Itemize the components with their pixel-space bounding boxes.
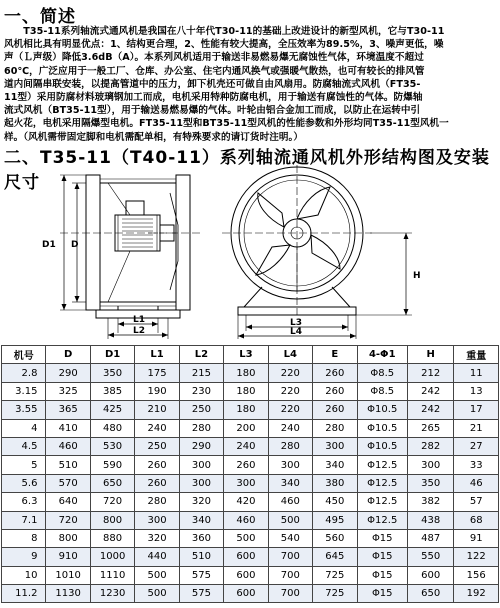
table-cell: 420 [224,493,268,511]
table-cell: 600 [408,566,454,584]
table-cell: Φ15 [357,548,408,566]
table-cell: 560 [313,529,357,547]
table-cell: 410 [46,419,90,437]
table-cell: 550 [408,548,454,566]
table-cell: 700 [268,548,312,566]
intro-line: 流式风机（BT35-11型），用于输送易燃易爆的气体。叶轮由铝合金加工而成，以防止在运转中引 [4,105,421,117]
table-cell: 500 [268,511,312,529]
table-cell: 7.1 [2,511,46,529]
label-d: D [71,240,79,250]
label-h: H [413,271,421,281]
label-l2: L2 [133,326,145,336]
table-cell: 4 [2,419,46,437]
table-cell: 215 [179,364,223,382]
intro-paragraph [4,25,496,144]
table-cell: 700 [268,566,312,584]
table-cell: 487 [408,529,454,547]
table-cell: 600 [224,566,268,584]
table-cell: 575 [179,585,223,603]
table-cell: 640 [46,493,90,511]
table-cell: 290 [179,437,223,455]
table-cell: 11.2 [2,585,46,603]
label-l1: L1 [133,315,145,325]
table-cell: 382 [408,493,454,511]
table-cell: 1130 [46,585,90,603]
col-header-l1: L1 [135,346,179,364]
table-cell: 250 [179,401,223,419]
table-cell: 190 [135,382,179,400]
table-cell: 800 [46,529,90,547]
table-cell: 325 [46,382,90,400]
inlet-flange [86,175,100,310]
intro-line: 风机相比具有明显优点：1、结构更合理，2、性能有较大提高，全压效率为89.5%，3、噪声更低，噪 [4,39,444,51]
table-row [2,474,499,492]
table-cell: 570 [46,474,90,492]
table-row [2,493,499,511]
table-cell: 230 [179,382,223,400]
table-cell: Φ15 [357,585,408,603]
table-cell: 380 [313,474,357,492]
table-cell: Φ15 [357,566,408,584]
table-cell: 590 [90,456,134,474]
table-cell: 156 [454,566,499,584]
table-cell: 650 [408,585,454,603]
table-cell: 280 [179,419,223,437]
table-cell: 280 [135,493,179,511]
table-cell: Φ10.5 [357,419,408,437]
table-cell: 5.6 [2,474,46,492]
table-cell: 340 [179,511,223,529]
table-row [2,419,499,437]
intro-line: 60℃，广泛应用于一般工厂、仓库、办公室、住宅内通风换气或强暖气散热，也可有较长的排风管 [4,65,425,77]
table-cell: 260 [313,364,357,382]
table-cell: 280 [268,437,312,455]
table-cell: 260 [224,456,268,474]
table-cell: 91 [454,529,499,547]
table-cell: 300 [179,474,223,492]
table-row [2,456,499,474]
table-cell: 530 [90,437,134,455]
table-cell: 27 [454,437,499,455]
table-cell: 210 [135,401,179,419]
table-cell: 720 [46,511,90,529]
table-cell: 440 [135,548,179,566]
col-header-e: E [313,346,357,364]
table-cell: 192 [454,585,499,603]
table-cell: 540 [268,529,312,547]
table-cell: 265 [408,419,454,437]
table-cell: 460 [224,511,268,529]
table-cell: 300 [268,456,312,474]
table-cell: 220 [268,364,312,382]
table-cell: 300 [179,456,223,474]
table-cell: 500 [135,585,179,603]
table-cell: 180 [224,401,268,419]
table-cell: 3.15 [2,382,46,400]
table-header-row [2,346,499,364]
table-cell: 2.8 [2,364,46,382]
table-cell: Φ10.5 [357,401,408,419]
label-l3: L3 [290,318,302,328]
blade [256,245,290,275]
table-cell: Φ12.5 [357,493,408,511]
table-cell: 425 [90,401,134,419]
table-cell: 450 [313,493,357,511]
table-cell: Φ8.5 [357,364,408,382]
table-cell: Φ10.5 [357,437,408,455]
col-header-model: 机号 [2,346,46,364]
table-row [2,529,499,547]
table-cell: 880 [90,529,134,547]
table-row [2,437,499,455]
table-cell: 700 [268,585,312,603]
table-cell: 260 [313,401,357,419]
table-row [2,382,499,400]
table-cell: 260 [135,456,179,474]
table-cell: 242 [408,401,454,419]
table-cell: 460 [268,493,312,511]
table-cell: 300 [408,456,454,474]
section-title-overview: 一、简述 [4,7,76,27]
blade [311,235,340,269]
table-cell: 33 [454,456,499,474]
table-cell: 600 [224,585,268,603]
table-cell: 240 [268,419,312,437]
table-cell: 365 [46,401,90,419]
table-cell: 180 [224,382,268,400]
table-cell: Φ8.5 [357,382,408,400]
table-cell: 1010 [46,566,90,584]
table-cell: 650 [90,474,134,492]
table-cell: 350 [90,364,134,382]
col-header-weight: 重量 [454,346,499,364]
table-cell: 9 [2,548,46,566]
table-cell: 300 [135,511,179,529]
table-cell: 350 [408,474,454,492]
fan-outline-drawing [0,165,500,340]
table-cell: 250 [135,437,179,455]
table-cell: 17 [454,401,499,419]
intro-line: T35-11系列轴流式通风机是我国在八十年代T30-11的基础上改进设计的新型风机，它与T30-11 [4,26,445,37]
table-cell: 282 [408,437,454,455]
table-cell: 645 [313,548,357,566]
table-cell: 725 [313,566,357,584]
intro-line: 声（Ｌ声级）降低3.6dB（A）。本系列风机适用于输送非易燃易爆无腐蚀性气体，环境温度不超过 [4,52,424,64]
table-cell: 4.5 [2,437,46,455]
table-row [2,548,499,566]
table-cell: 11 [454,364,499,382]
table-cell: 220 [268,401,312,419]
table-cell: 6.3 [2,493,46,511]
table-cell: 438 [408,511,454,529]
table-cell: 242 [408,382,454,400]
intro-line: 起火花，电机采用隔爆型电机。FT35-11型和BT35-11型风机的性能参数和外形均同T35-11型风机一 [4,118,449,130]
table-cell: 510 [179,548,223,566]
table-cell: 3.55 [2,401,46,419]
table-cell: 5 [2,456,46,474]
table-cell: 260 [135,474,179,492]
table-cell: 21 [454,419,499,437]
table-cell: 385 [90,382,134,400]
table-cell: 720 [90,493,134,511]
table-row [2,401,499,419]
col-header-holes: 4-Φ1 [357,346,408,364]
table-cell: 320 [179,493,223,511]
table-cell: 68 [454,511,499,529]
table-cell: 495 [313,511,357,529]
table-cell: 800 [90,511,134,529]
table-cell: 46 [454,474,499,492]
table-cell: 57 [454,493,499,511]
table-cell: 280 [313,419,357,437]
table-cell: 1110 [90,566,134,584]
table-row [2,585,499,603]
label-d1: D1 [42,240,56,250]
table-cell: 175 [135,364,179,382]
table-cell: 13 [454,382,499,400]
table-cell: 240 [224,437,268,455]
intro-line: 11型）采用防腐材料玻璃钢加工而成，电机采用特种防腐电机，用于输送有腐蚀性的气体。防爆轴 [4,92,423,104]
table-cell: 340 [268,474,312,492]
intro-line: 样。（风机需带固定脚和电机需配单相，有特殊要求的请订货时注明。） [4,131,303,143]
col-header-l2: L2 [179,346,223,364]
table-cell: 1230 [90,585,134,603]
table-row [2,364,499,382]
table-cell: 122 [454,548,499,566]
col-header-l3: L3 [224,346,268,364]
table-cell: 725 [313,585,357,603]
table-cell: 600 [224,548,268,566]
table-cell: 340 [313,456,357,474]
table-row [2,566,499,584]
table-cell: 300 [224,474,268,492]
dimension-table [1,345,499,603]
table-cell: 1000 [90,548,134,566]
col-header-d1: D1 [90,346,134,364]
table-cell: 575 [179,566,223,584]
table-cell: 300 [313,437,357,455]
blade [297,187,330,219]
label-l4: L4 [290,327,302,337]
table-cell: 212 [408,364,454,382]
table-cell: 240 [135,419,179,437]
col-header-l4: L4 [268,346,312,364]
table-cell: 910 [46,548,90,566]
table-cell: 180 [224,364,268,382]
table-cell: 500 [135,566,179,584]
table-cell: Φ15 [357,529,408,547]
table-cell: 8 [2,529,46,547]
section-title-drawing: 二、T35-11（T40-11）系列轴流通风机外形结构图及安装尺寸 [4,148,490,193]
table-cell: 10 [2,566,46,584]
table-cell: 260 [313,382,357,400]
table-cell: 500 [224,529,268,547]
table-body [2,364,499,603]
table-cell: 510 [46,456,90,474]
table-cell: 360 [179,529,223,547]
table-cell: 290 [46,364,90,382]
table-row [2,511,499,529]
col-header-d: D [46,346,90,364]
table-cell: 200 [224,419,268,437]
table-cell: Φ12.5 [357,474,408,492]
table-cell: Φ12.5 [357,511,408,529]
intro-line: 道内间隔串联安装，以提高管道中的压力，卸下机壳还可做自由风扇用。防腐轴流式风机（FT35- [4,78,421,90]
table-cell: 480 [90,419,134,437]
blade [258,193,284,227]
col-header-h: H [408,346,454,364]
table-cell: 220 [268,382,312,400]
table-cell: Φ12.5 [357,456,408,474]
table-cell: 460 [46,437,90,455]
table-cell: 320 [135,529,179,547]
